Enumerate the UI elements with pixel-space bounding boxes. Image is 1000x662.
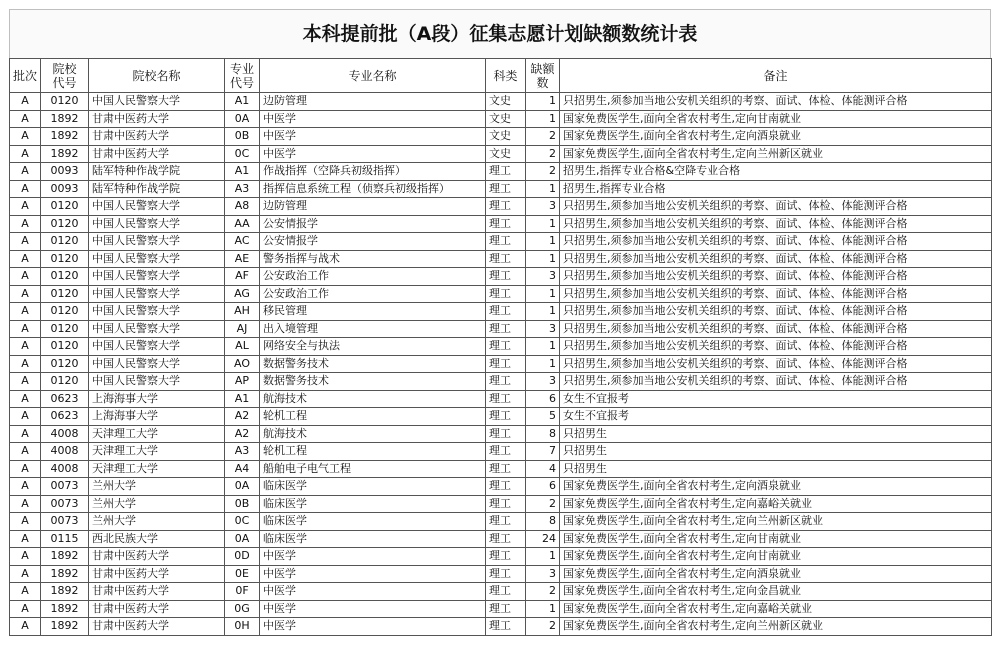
vacancy-cell: 1 <box>526 250 560 268</box>
major-code-cell: AE <box>225 250 260 268</box>
vacancy-cell: 6 <box>526 478 560 496</box>
subject-cell: 理工 <box>486 495 526 513</box>
major-code-cell: 0G <box>225 600 260 618</box>
remarks-cell: 国家免费医学生,面向全省农村考生,定向金昌就业 <box>560 583 992 601</box>
table-row <box>10 320 992 338</box>
subject-cell: 理工 <box>486 338 526 356</box>
subject-cell: 理工 <box>486 408 526 426</box>
major-name-cell: 边防管理 <box>260 198 486 216</box>
header-label: 专业名称 <box>348 68 397 83</box>
spreadsheet <box>9 9 991 636</box>
vacancy-cell: 2 <box>526 618 560 636</box>
major-name-cell: 指挥信息系统工程（侦察兵初级指挥） <box>260 180 486 198</box>
school-name-cell: 中国人民警察大学 <box>89 93 225 111</box>
subject-cell: 理工 <box>486 198 526 216</box>
table-row <box>10 600 992 618</box>
batch-cell: A <box>10 338 41 356</box>
batch-cell: A <box>10 390 41 408</box>
school-name-cell: 上海海事大学 <box>89 408 225 426</box>
major-name-cell: 中医学 <box>260 145 486 163</box>
batch-cell: A <box>10 233 41 251</box>
batch-cell: A <box>10 215 41 233</box>
vacancy-cell: 1 <box>526 303 560 321</box>
school-code-cell: 0073 <box>41 495 89 513</box>
school-code-cell: 0115 <box>41 530 89 548</box>
major-code-cell: A2 <box>225 425 260 443</box>
major-name-cell: 公安政治工作 <box>260 268 486 286</box>
table-row <box>10 618 992 636</box>
major-code-cell: 0E <box>225 565 260 583</box>
batch-cell: A <box>10 478 41 496</box>
remarks-cell: 只招男生,须参加当地公安机关组织的考察、面试、体检、体能测评合格 <box>560 93 992 111</box>
major-code-cell: AH <box>225 303 260 321</box>
vacancy-cell: 3 <box>526 373 560 391</box>
vacancy-cell: 2 <box>526 583 560 601</box>
subject-cell: 理工 <box>486 390 526 408</box>
header-label: 院校 代号 <box>52 61 77 90</box>
major-name-cell: 出入境管理 <box>260 320 486 338</box>
table-row <box>10 565 992 583</box>
table-row <box>10 390 992 408</box>
header-label: 专业 代号 <box>229 61 254 90</box>
school-name-cell: 兰州大学 <box>89 478 225 496</box>
major-code-cell: AF <box>225 268 260 286</box>
table-title: 本科提前批（A段）征集志愿计划缺额数统计表 <box>9 9 991 58</box>
major-name-cell: 网络安全与执法 <box>260 338 486 356</box>
school-name-cell: 上海海事大学 <box>89 390 225 408</box>
batch-cell: A <box>10 355 41 373</box>
school-name-cell: 陆军特种作战学院 <box>89 180 225 198</box>
remarks-cell: 只招男生 <box>560 460 992 478</box>
school-code-cell: 1892 <box>41 128 89 146</box>
major-name-cell: 数据警务技术 <box>260 355 486 373</box>
remarks-cell: 只招男生,须参加当地公安机关组织的考察、面试、体检、体能测评合格 <box>560 373 992 391</box>
remarks-cell: 招男生,指挥专业合格 <box>560 180 992 198</box>
remarks-cell: 只招男生,须参加当地公安机关组织的考察、面试、体检、体能测评合格 <box>560 338 992 356</box>
batch-cell: A <box>10 268 41 286</box>
major-name-cell: 边防管理 <box>260 93 486 111</box>
table-row <box>10 513 992 531</box>
batch-cell: A <box>10 373 41 391</box>
remarks-cell: 招男生,指挥专业合格&空降专业合格 <box>560 163 992 181</box>
table-row <box>10 460 992 478</box>
table-row <box>10 495 992 513</box>
school-code-cell: 1892 <box>41 583 89 601</box>
batch-cell: A <box>10 600 41 618</box>
school-code-cell: 4008 <box>41 425 89 443</box>
batch-cell: A <box>10 180 41 198</box>
major-name-cell: 临床医学 <box>260 513 486 531</box>
vacancy-cell: 1 <box>526 355 560 373</box>
vacancy-cell: 3 <box>526 320 560 338</box>
vacancy-cell: 1 <box>526 600 560 618</box>
major-name-cell: 公安情报学 <box>260 215 486 233</box>
major-code-cell: 0A <box>225 478 260 496</box>
school-code-cell: 1892 <box>41 145 89 163</box>
header-vacancy <box>526 59 560 93</box>
batch-cell: A <box>10 163 41 181</box>
school-code-cell: 0093 <box>41 163 89 181</box>
school-code-cell: 0120 <box>41 268 89 286</box>
major-code-cell: 0B <box>225 128 260 146</box>
vacancy-cell: 3 <box>526 268 560 286</box>
remarks-cell: 国家免费医学生,面向全省农村考生,定向嘉峪关就业 <box>560 600 992 618</box>
school-name-cell: 天津理工大学 <box>89 443 225 461</box>
subject-cell: 理工 <box>486 460 526 478</box>
school-code-cell: 1892 <box>41 600 89 618</box>
table-row <box>10 198 992 216</box>
table-row <box>10 530 992 548</box>
major-name-cell: 移民管理 <box>260 303 486 321</box>
table-row <box>10 285 992 303</box>
vacancy-cell: 7 <box>526 443 560 461</box>
table-row <box>10 180 992 198</box>
school-name-cell: 天津理工大学 <box>89 460 225 478</box>
batch-cell: A <box>10 548 41 566</box>
major-code-cell: 0A <box>225 530 260 548</box>
school-name-cell: 兰州大学 <box>89 495 225 513</box>
school-name-cell: 陆军特种作战学院 <box>89 163 225 181</box>
school-code-cell: 0120 <box>41 285 89 303</box>
major-name-cell: 作战指挥（空降兵初级指挥） <box>260 163 486 181</box>
table-row <box>10 478 992 496</box>
table-row <box>10 373 992 391</box>
remarks-cell: 女生不宜报考 <box>560 408 992 426</box>
major-code-cell: 0B <box>225 495 260 513</box>
batch-cell: A <box>10 618 41 636</box>
remarks-cell: 只招男生,须参加当地公安机关组织的考察、面试、体检、体能测评合格 <box>560 320 992 338</box>
header-major-name <box>260 59 486 93</box>
remarks-cell: 只招男生,须参加当地公安机关组织的考察、面试、体检、体能测评合格 <box>560 198 992 216</box>
batch-cell: A <box>10 198 41 216</box>
batch-cell: A <box>10 93 41 111</box>
school-code-cell: 0120 <box>41 320 89 338</box>
vacancy-cell: 24 <box>526 530 560 548</box>
header-remarks <box>560 59 992 93</box>
remarks-cell: 国家免费医学生,面向全省农村考生,定向兰州新区就业 <box>560 513 992 531</box>
school-name-cell: 中国人民警察大学 <box>89 250 225 268</box>
major-code-cell: A8 <box>225 198 260 216</box>
subject-cell: 理工 <box>486 215 526 233</box>
school-name-cell: 甘肃中医药大学 <box>89 145 225 163</box>
table-row <box>10 128 992 146</box>
major-name-cell: 轮机工程 <box>260 443 486 461</box>
school-name-cell: 西北民族大学 <box>89 530 225 548</box>
vacancy-cell: 1 <box>526 285 560 303</box>
table-row <box>10 425 992 443</box>
subject-cell: 文史 <box>486 145 526 163</box>
batch-cell: A <box>10 250 41 268</box>
major-code-cell: A1 <box>225 163 260 181</box>
school-name-cell: 甘肃中医药大学 <box>89 128 225 146</box>
batch-cell: A <box>10 513 41 531</box>
school-code-cell: 0073 <box>41 513 89 531</box>
major-code-cell: A3 <box>225 180 260 198</box>
remarks-cell: 国家免费医学生,面向全省农村考生,定向甘南就业 <box>560 530 992 548</box>
major-name-cell: 中医学 <box>260 600 486 618</box>
vacancy-cell: 3 <box>526 565 560 583</box>
vacancy-cell: 1 <box>526 93 560 111</box>
subject-cell: 理工 <box>486 303 526 321</box>
subject-cell: 理工 <box>486 373 526 391</box>
header-school-name <box>89 59 225 93</box>
major-name-cell: 航海技术 <box>260 425 486 443</box>
table-row <box>10 443 992 461</box>
school-code-cell: 1892 <box>41 548 89 566</box>
remarks-cell: 国家免费医学生,面向全省农村考生,定向甘南就业 <box>560 110 992 128</box>
school-name-cell: 中国人民警察大学 <box>89 198 225 216</box>
major-code-cell: AG <box>225 285 260 303</box>
school-code-cell: 0623 <box>41 408 89 426</box>
batch-cell: A <box>10 425 41 443</box>
major-name-cell: 中医学 <box>260 548 486 566</box>
header-label: 批次 <box>13 68 38 83</box>
table-row <box>10 250 992 268</box>
batch-cell: A <box>10 460 41 478</box>
header-row <box>10 59 992 93</box>
school-name-cell: 中国人民警察大学 <box>89 285 225 303</box>
remarks-cell: 国家免费医学生,面向全省农村考生,定向酒泉就业 <box>560 128 992 146</box>
batch-cell: A <box>10 408 41 426</box>
batch-cell: A <box>10 530 41 548</box>
major-name-cell: 临床医学 <box>260 495 486 513</box>
school-code-cell: 1892 <box>41 110 89 128</box>
school-name-cell: 中国人民警察大学 <box>89 233 225 251</box>
header-batch <box>10 59 41 93</box>
vacancy-cell: 6 <box>526 390 560 408</box>
school-code-cell: 0120 <box>41 250 89 268</box>
vacancy-cell: 1 <box>526 233 560 251</box>
school-code-cell: 4008 <box>41 443 89 461</box>
school-name-cell: 甘肃中医药大学 <box>89 583 225 601</box>
school-name-cell: 甘肃中医药大学 <box>89 548 225 566</box>
school-name-cell: 甘肃中医药大学 <box>89 618 225 636</box>
vacancy-cell: 1 <box>526 180 560 198</box>
school-name-cell: 中国人民警察大学 <box>89 355 225 373</box>
remarks-cell: 只招男生,须参加当地公安机关组织的考察、面试、体检、体能测评合格 <box>560 233 992 251</box>
vacancy-cell: 2 <box>526 163 560 181</box>
subject-cell: 理工 <box>486 320 526 338</box>
school-code-cell: 1892 <box>41 565 89 583</box>
table-row <box>10 303 992 321</box>
vacancy-cell: 2 <box>526 495 560 513</box>
vacancy-cell: 1 <box>526 110 560 128</box>
major-name-cell: 中医学 <box>260 565 486 583</box>
major-code-cell: A2 <box>225 408 260 426</box>
major-code-cell: 0C <box>225 145 260 163</box>
vacancy-cell: 3 <box>526 198 560 216</box>
school-name-cell: 天津理工大学 <box>89 425 225 443</box>
subject-cell: 理工 <box>486 285 526 303</box>
major-code-cell: A1 <box>225 390 260 408</box>
school-name-cell: 甘肃中医药大学 <box>89 565 225 583</box>
header-label: 备注 <box>763 68 788 83</box>
remarks-cell: 只招男生,须参加当地公安机关组织的考察、面试、体检、体能测评合格 <box>560 215 992 233</box>
header-major-code <box>225 59 260 93</box>
school-code-cell: 0093 <box>41 180 89 198</box>
remarks-cell: 只招男生,须参加当地公安机关组织的考察、面试、体检、体能测评合格 <box>560 250 992 268</box>
table-row <box>10 268 992 286</box>
subject-cell: 理工 <box>486 548 526 566</box>
subject-cell: 理工 <box>486 443 526 461</box>
school-name-cell: 中国人民警察大学 <box>89 268 225 286</box>
table-row <box>10 110 992 128</box>
batch-cell: A <box>10 495 41 513</box>
major-name-cell: 临床医学 <box>260 530 486 548</box>
remarks-cell: 只招男生 <box>560 443 992 461</box>
table-row <box>10 408 992 426</box>
batch-cell: A <box>10 285 41 303</box>
header-label: 科类 <box>493 68 518 83</box>
table-row <box>10 338 992 356</box>
remarks-cell: 国家免费医学生,面向全省农村考生,定向兰州新区就业 <box>560 618 992 636</box>
major-code-cell: 0D <box>225 548 260 566</box>
subject-cell: 理工 <box>486 355 526 373</box>
school-name-cell: 中国人民警察大学 <box>89 303 225 321</box>
school-code-cell: 0120 <box>41 198 89 216</box>
school-code-cell: 0120 <box>41 93 89 111</box>
major-name-cell: 轮机工程 <box>260 408 486 426</box>
major-name-cell: 公安政治工作 <box>260 285 486 303</box>
table-row <box>10 145 992 163</box>
school-code-cell: 0120 <box>41 233 89 251</box>
school-code-cell: 4008 <box>41 460 89 478</box>
remarks-cell: 只招男生,须参加当地公安机关组织的考察、面试、体检、体能测评合格 <box>560 268 992 286</box>
subject-cell: 理工 <box>486 268 526 286</box>
major-code-cell: 0A <box>225 110 260 128</box>
remarks-cell: 国家免费医学生,面向全省农村考生,定向嘉峪关就业 <box>560 495 992 513</box>
major-name-cell: 中医学 <box>260 618 486 636</box>
batch-cell: A <box>10 303 41 321</box>
major-code-cell: AA <box>225 215 260 233</box>
school-code-cell: 0073 <box>41 478 89 496</box>
major-name-cell: 临床医学 <box>260 478 486 496</box>
subject-cell: 理工 <box>486 478 526 496</box>
header-label: 院校名称 <box>132 68 181 83</box>
vacancy-cell: 1 <box>526 338 560 356</box>
major-name-cell: 数据警务技术 <box>260 373 486 391</box>
batch-cell: A <box>10 443 41 461</box>
major-code-cell: AL <box>225 338 260 356</box>
major-name-cell: 中医学 <box>260 110 486 128</box>
subject-cell: 文史 <box>486 110 526 128</box>
subject-cell: 理工 <box>486 250 526 268</box>
remarks-cell: 只招男生,须参加当地公安机关组织的考察、面试、体检、体能测评合格 <box>560 303 992 321</box>
table-row <box>10 548 992 566</box>
table-row <box>10 93 992 111</box>
school-code-cell: 0120 <box>41 303 89 321</box>
school-name-cell: 兰州大学 <box>89 513 225 531</box>
batch-cell: A <box>10 145 41 163</box>
remarks-cell: 国家免费医学生,面向全省农村考生,定向酒泉就业 <box>560 565 992 583</box>
school-code-cell: 0623 <box>41 390 89 408</box>
school-code-cell: 0120 <box>41 338 89 356</box>
major-code-cell: AO <box>225 355 260 373</box>
vacancy-cell: 8 <box>526 425 560 443</box>
major-code-cell: A1 <box>225 93 260 111</box>
school-name-cell: 中国人民警察大学 <box>89 320 225 338</box>
batch-cell: A <box>10 565 41 583</box>
table-row <box>10 355 992 373</box>
school-name-cell: 中国人民警察大学 <box>89 215 225 233</box>
vacancy-cell: 1 <box>526 215 560 233</box>
subject-cell: 理工 <box>486 163 526 181</box>
subject-cell: 理工 <box>486 565 526 583</box>
subject-cell: 理工 <box>486 600 526 618</box>
school-name-cell: 甘肃中医药大学 <box>89 110 225 128</box>
vacancy-cell: 1 <box>526 548 560 566</box>
major-name-cell: 中医学 <box>260 583 486 601</box>
major-code-cell: A4 <box>225 460 260 478</box>
subject-cell: 理工 <box>486 618 526 636</box>
subject-cell: 文史 <box>486 128 526 146</box>
school-code-cell: 1892 <box>41 618 89 636</box>
table-row <box>10 163 992 181</box>
header-school-code <box>41 59 89 93</box>
major-code-cell: AJ <box>225 320 260 338</box>
school-name-cell: 中国人民警察大学 <box>89 338 225 356</box>
major-name-cell: 公安情报学 <box>260 233 486 251</box>
major-name-cell: 警务指挥与战术 <box>260 250 486 268</box>
vacancy-cell: 2 <box>526 128 560 146</box>
subject-cell: 理工 <box>486 180 526 198</box>
school-code-cell: 0120 <box>41 215 89 233</box>
remarks-cell: 女生不宜报考 <box>560 390 992 408</box>
header-label: 缺额 数 <box>530 61 555 90</box>
header-subject <box>486 59 526 93</box>
school-name-cell: 中国人民警察大学 <box>89 373 225 391</box>
major-name-cell: 航海技术 <box>260 390 486 408</box>
vacancy-cell: 8 <box>526 513 560 531</box>
remarks-cell: 国家免费医学生,面向全省农村考生,定向甘南就业 <box>560 548 992 566</box>
vacancy-cell: 4 <box>526 460 560 478</box>
subject-cell: 文史 <box>486 93 526 111</box>
major-name-cell: 船舶电子电气工程 <box>260 460 486 478</box>
subject-cell: 理工 <box>486 583 526 601</box>
vacancy-cell: 2 <box>526 145 560 163</box>
batch-cell: A <box>10 128 41 146</box>
school-name-cell: 甘肃中医药大学 <box>89 600 225 618</box>
remarks-cell: 只招男生,须参加当地公安机关组织的考察、面试、体检、体能测评合格 <box>560 285 992 303</box>
remarks-cell: 只招男生,须参加当地公安机关组织的考察、面试、体检、体能测评合格 <box>560 355 992 373</box>
remarks-cell: 只招男生 <box>560 425 992 443</box>
remarks-cell: 国家免费医学生,面向全省农村考生,定向兰州新区就业 <box>560 145 992 163</box>
subject-cell: 理工 <box>486 425 526 443</box>
subject-cell: 理工 <box>486 530 526 548</box>
batch-cell: A <box>10 320 41 338</box>
batch-cell: A <box>10 110 41 128</box>
batch-cell: A <box>10 583 41 601</box>
major-code-cell: 0F <box>225 583 260 601</box>
major-code-cell: AC <box>225 233 260 251</box>
major-code-cell: A3 <box>225 443 260 461</box>
school-code-cell: 0120 <box>41 373 89 391</box>
vacancy-cell: 5 <box>526 408 560 426</box>
major-code-cell: 0H <box>225 618 260 636</box>
table-row <box>10 215 992 233</box>
major-code-cell: 0C <box>225 513 260 531</box>
major-name-cell: 中医学 <box>260 128 486 146</box>
table-row <box>10 583 992 601</box>
remarks-cell: 国家免费医学生,面向全省农村考生,定向酒泉就业 <box>560 478 992 496</box>
school-code-cell: 0120 <box>41 355 89 373</box>
data-table <box>9 58 992 636</box>
subject-cell: 理工 <box>486 233 526 251</box>
subject-cell: 理工 <box>486 513 526 531</box>
major-code-cell: AP <box>225 373 260 391</box>
table-row <box>10 233 992 251</box>
